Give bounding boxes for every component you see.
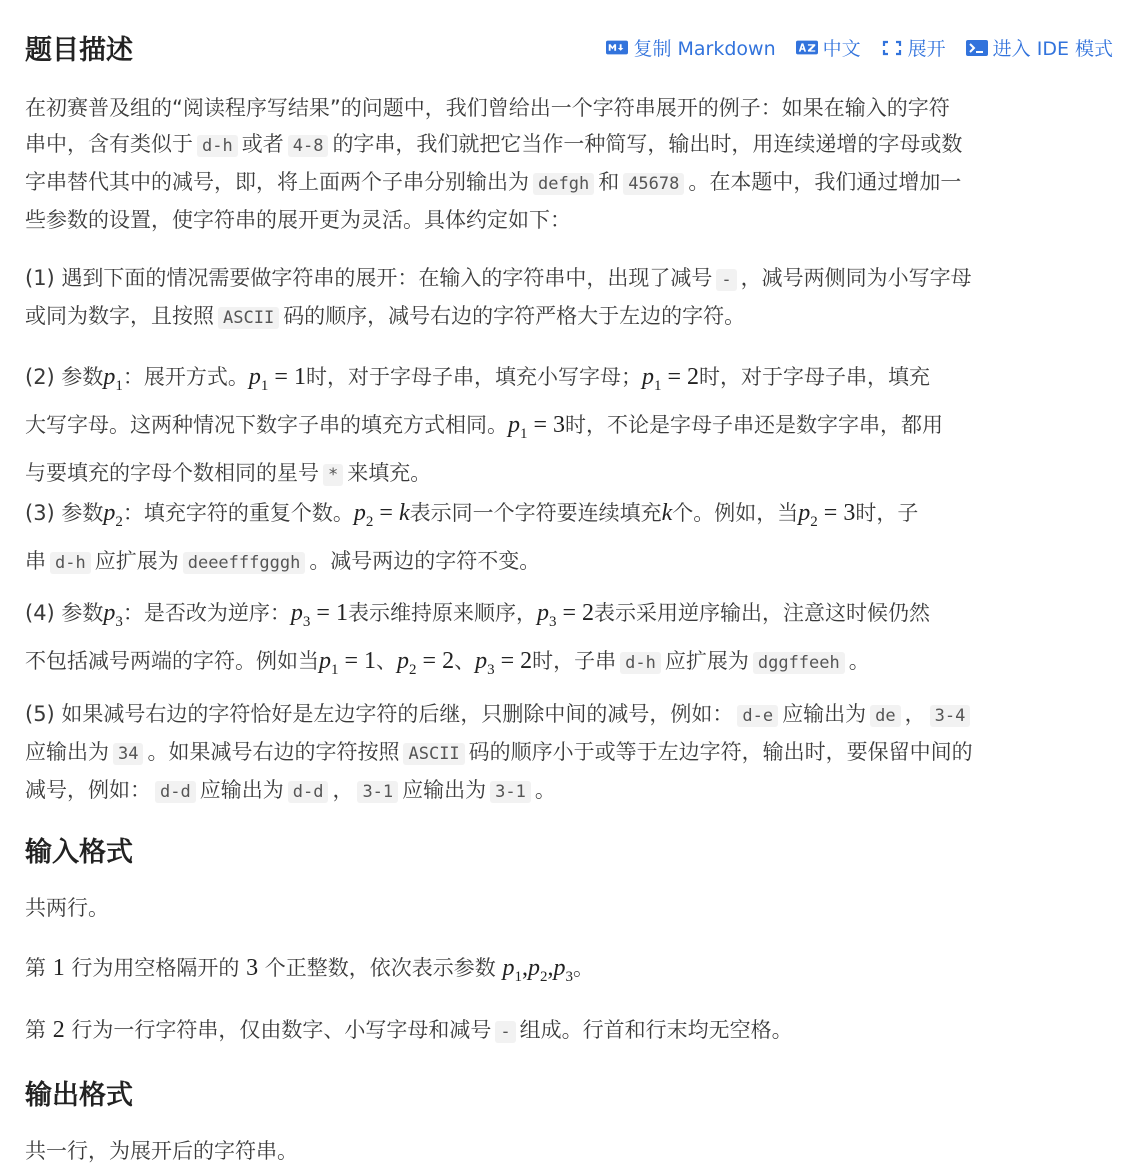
text: 应输出为 <box>782 702 867 726</box>
code-minus: - <box>495 1021 515 1043</box>
text: 表示采用逆序输出，注意这时候仍然 <box>594 601 931 625</box>
rule-3-line-1 <box>25 494 1110 542</box>
math-equals: = <box>500 647 515 674</box>
math-k: k <box>661 500 673 526</box>
text: 。在本题中，我们通过增加一 <box>688 170 962 194</box>
text: 行为一行字符串，仅由数字、小写字母和减号 <box>71 1018 492 1042</box>
text: 应输出为 <box>402 778 487 802</box>
code-ascii: ASCII <box>403 743 464 765</box>
markdown-icon <box>606 40 628 56</box>
copy-markdown-button[interactable] <box>606 34 775 61</box>
rule-2-line-1 <box>25 358 1110 406</box>
text: 行为用空格隔开的 <box>71 956 240 980</box>
math-p1: $p_1$ <box>502 955 522 985</box>
text: 和 <box>598 170 620 194</box>
math-p1-eq-2: $p_1$ <box>641 364 662 394</box>
rule-2-line-3 <box>25 454 1110 495</box>
text: 来填充。 <box>347 460 432 485</box>
text: 串中，含有类似于 <box>25 132 193 156</box>
text: 个正整数，依次表示参数 <box>264 956 496 980</box>
text: ， <box>904 702 926 726</box>
math-p1: $p_1$ <box>103 364 123 394</box>
rule-5-paragraph <box>25 696 1110 810</box>
line <box>25 1012 1110 1050</box>
text: 大写字母。这两种情况下数字子串的填充方式相同。 <box>25 412 508 437</box>
text: 码的顺序小于或等于左边字符，输出时，要保留中间的 <box>468 740 973 764</box>
ide-mode-button[interactable] <box>966 34 1113 61</box>
text: 个。例如，当 <box>672 501 799 525</box>
math-p2: $p_2$ <box>527 955 548 985</box>
math-value: 3 <box>843 500 856 526</box>
code-34: 34 <box>113 743 143 765</box>
expand-icon <box>881 40 903 56</box>
math-equals: = <box>316 600 330 626</box>
code-star: * <box>323 464 343 486</box>
section-title-description: 题目描述 <box>25 35 133 66</box>
text: 。 <box>848 648 870 673</box>
math-equals: = <box>667 364 682 390</box>
text: 的字串，我们就把它当作一种简写，输出时，用连续递增的字母或数 <box>332 132 963 156</box>
code-d-d: d-d <box>155 781 196 803</box>
text: 应输出为 <box>25 740 109 764</box>
math-equals: = <box>344 647 359 674</box>
rule-4-line-2 <box>25 642 1110 690</box>
rule-1-line-1 <box>25 260 1110 298</box>
text: 时，子串 <box>532 648 617 673</box>
math-k: k <box>398 500 410 526</box>
text: (3) 参数 <box>25 501 104 525</box>
input-line-1 <box>25 890 1110 926</box>
text: 与要填充的字母个数相同的星号 <box>25 460 319 485</box>
terminal-icon <box>966 40 988 56</box>
description-header <box>25 28 1113 67</box>
math-p1-eq-3: $p_1$ <box>508 411 528 442</box>
code-deeefffgggh: deeefffgggh <box>183 552 306 574</box>
text: 或者 <box>241 132 284 156</box>
math-value: 1 <box>52 955 65 981</box>
copy-markdown-label: 复制 Markdown <box>633 38 776 60</box>
math-value: 3 <box>553 411 566 438</box>
code-d-d-output: d-d <box>288 781 329 803</box>
math-value: 2 <box>442 647 455 674</box>
rule-1-paragraph <box>25 260 1110 336</box>
intro-line-2 <box>25 126 1110 164</box>
rule-5-line-1 <box>25 696 1110 734</box>
text: 字串替代其中的减号，即，将上面两个子串分别输出为 <box>25 170 529 194</box>
input-line-3 <box>25 1012 1110 1050</box>
intro-line-4: 些参数的设置，使字符串的展开更为灵活。具体约定如下： <box>25 208 571 232</box>
rule-4-line-1 <box>25 594 1110 642</box>
math-value: 2 <box>582 600 595 626</box>
math-p2-eq-k: $p_2$ <box>353 500 374 530</box>
text: ， <box>332 778 354 802</box>
math-value: 2 <box>687 364 700 390</box>
math-value: 1 <box>364 647 377 674</box>
text: (2) 参数 <box>25 365 104 389</box>
rule-3-line-2 <box>25 542 1110 583</box>
code-defgh: defgh <box>533 173 594 195</box>
math-p2-eq-3: $p_2$ <box>798 500 818 530</box>
rule-3-paragraph <box>25 494 1110 583</box>
text: (4) 参数 <box>25 601 104 625</box>
input-header <box>25 830 1113 869</box>
math-p3-eq-1: $p_3$ <box>290 600 311 630</box>
math-p1-eq-1: $p_1$ <box>248 364 269 394</box>
text: 不包括减号两端的字符。例如当 <box>25 648 319 673</box>
text: (5) 如果减号右边的字符恰好是左边字符的后继，只删除中间的减号，例如： <box>25 702 734 726</box>
intro-line-3 <box>25 164 1110 202</box>
text: 、 <box>376 648 398 673</box>
code-d-h: d-h <box>620 652 661 674</box>
math-p3-eq-2: $p_3$ <box>536 600 557 630</box>
text: ：展开方式。 <box>122 365 249 389</box>
math-equals: = <box>422 647 437 674</box>
math-comma: , <box>547 955 554 981</box>
text: 码的顺序，减号右边的字符严格大于左边的字符。 <box>283 304 746 328</box>
math-value: 1 <box>293 364 306 390</box>
text: ：填充字符的重复个数。 <box>122 501 354 525</box>
text: ，减号两侧同为小写字母 <box>740 266 972 290</box>
expand-button[interactable] <box>881 34 946 61</box>
math-p2: $p_2$ <box>103 500 123 530</box>
input-line-2 <box>25 950 1110 995</box>
math-p1-eq-1b: $p_1$ <box>319 647 339 678</box>
text: 第 <box>25 956 46 980</box>
code-de: de <box>870 705 900 727</box>
code-minus: - <box>716 269 736 291</box>
text: 组成。行首和行末均无空格。 <box>519 1018 793 1042</box>
line <box>25 950 1110 995</box>
text: 或同为数字，且按照 <box>25 304 214 328</box>
code-3-4: 3-4 <box>930 705 971 727</box>
rule-4-paragraph <box>25 594 1110 690</box>
text: 。如果减号右边的字符按照 <box>147 740 400 764</box>
text: 时，不论是字母子串还是数字字串，都用 <box>565 412 944 437</box>
rule-1-line-2 <box>25 298 1110 336</box>
text: 时，子 <box>855 501 919 525</box>
text: 。 <box>534 778 556 802</box>
math-comma: , <box>521 955 528 981</box>
translate-icon <box>796 40 818 56</box>
text: 应输出为 <box>199 778 284 802</box>
text: 表示维持原来顺序， <box>347 601 537 625</box>
text: (1) 遇到下面的情况需要做字符串的展开：在输入的字符串中，出现了减号 <box>25 266 713 290</box>
math-p3-eq-2b: $p_3$ <box>475 647 495 678</box>
math-equals: = <box>562 600 577 626</box>
text: 。减号两边的字符不变。 <box>309 548 541 573</box>
text: 串 <box>25 548 46 573</box>
rule-2-line-2 <box>25 406 1110 454</box>
rule-2-paragraph <box>25 358 1110 495</box>
math-p3: $p_3$ <box>553 955 573 985</box>
text: 。 <box>572 956 594 980</box>
text: 时，对于字母子串，填充小写字母； <box>305 365 642 389</box>
code-d-h: d-h <box>197 135 238 157</box>
text: 表示同一个字符要连续填充 <box>409 501 662 525</box>
math-equals: = <box>533 411 548 438</box>
text: 应扩展为 <box>664 648 749 673</box>
code-d-e: d-e <box>737 705 778 727</box>
text: 共两行。 <box>25 896 109 920</box>
text: 共一行，为展开后的字符串。 <box>25 1139 298 1163</box>
math-value: 2 <box>52 1017 65 1043</box>
toolbar <box>606 34 1113 61</box>
math-equals: = <box>823 500 838 526</box>
math-equals: = <box>274 364 288 390</box>
math-value: 3 <box>246 955 259 981</box>
math-equals: = <box>379 500 393 526</box>
text: 应扩展为 <box>94 548 179 573</box>
code-45678: 45678 <box>623 173 684 195</box>
rule-5-line-2 <box>25 734 1110 772</box>
code-ascii: ASCII <box>218 307 279 329</box>
code-4-8: 4-8 <box>288 135 329 157</box>
code-dggffeeh: dggffeeh <box>753 652 845 674</box>
language-label: 中文 <box>822 38 861 60</box>
expand-label: 展开 <box>907 38 946 60</box>
section-title-output: 输出格式 <box>25 1080 133 1111</box>
text: 、 <box>454 648 476 673</box>
math-value: 2 <box>520 647 533 674</box>
output-line-1 <box>25 1133 1110 1169</box>
ide-mode-label: 进入 IDE 模式 <box>992 38 1113 60</box>
rule-5-line-3 <box>25 772 1110 810</box>
output-header <box>25 1073 1113 1112</box>
math-p3: $p_3$ <box>103 600 123 630</box>
text: 第 <box>25 1018 46 1042</box>
text: 减号，例如： <box>25 778 151 802</box>
code-3-1-output: 3-1 <box>490 781 531 803</box>
math-p2-eq-2: $p_2$ <box>397 647 417 678</box>
text: ：是否改为逆序： <box>122 601 291 625</box>
intro-paragraph <box>25 90 1110 238</box>
math-value: 1 <box>335 600 348 626</box>
code-3-1: 3-1 <box>357 781 398 803</box>
intro-line-1: 在初赛普及组的“阅读程序写结果”的问题中，我们曾给出一个字符串展开的例子：如果在输入的字符 <box>25 96 950 120</box>
text: 时，对于字母子串，填充 <box>699 365 931 389</box>
language-button[interactable] <box>796 34 861 61</box>
section-title-input: 输入格式 <box>25 837 133 868</box>
code-d-h: d-h <box>50 552 91 574</box>
